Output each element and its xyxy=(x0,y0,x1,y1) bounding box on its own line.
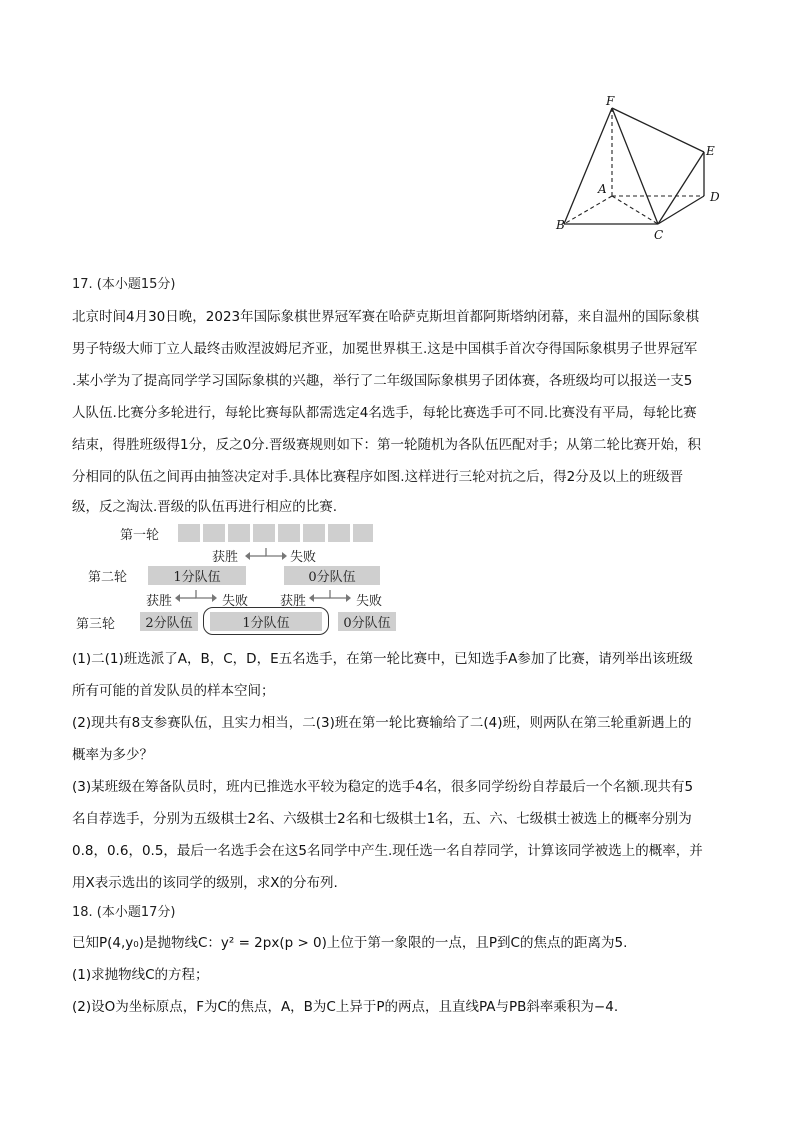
round2-left-split-arrow xyxy=(174,590,220,606)
round2-right-split-arrow xyxy=(308,590,354,606)
q17-para-line: 人队伍.比赛分多轮进行，每轮比赛每队都需选定4名选手，每轮比赛选手可不同.比赛没有平局，每轮比赛 xyxy=(72,405,697,421)
q17-part3-line2: 名自荐选手，分别为五级棋士2名、六级棋士2名和七级棋士1名，五、六、七级棋士被选上的概率分别为 xyxy=(72,811,692,827)
vertex-label-e: E xyxy=(706,144,715,158)
team-slot xyxy=(278,524,300,542)
q17-para-line: 分相同的队伍之间再由抽签决定对手.具体比赛程序如图.这样进行三轮对抗之后，得2分及以上的班级晋 xyxy=(72,469,684,485)
q17-part2-line2: 概率为多少？ xyxy=(72,747,153,763)
geometry-figure xyxy=(550,96,730,246)
round2-left-win-label: 获胜 xyxy=(146,594,173,609)
q18-line1: 已知P(4,y₀)是抛物线C：y² = 2px(p > 0)上位于第一象限的一点，且P到C的焦点的距离为5. xyxy=(72,935,628,951)
q18-heading: 18. (本小题17分) xyxy=(72,905,176,920)
q17-part3-line3: 0.8，0.6，0.5，最后一名选手会在这5名同学中产生.现任选一名自荐同学，计算该同学被选上的概率，并 xyxy=(72,843,703,859)
team-slot xyxy=(303,524,325,542)
q17-para-line: 级，反之淘汰.晋级的队伍再进行相应的比赛. xyxy=(72,499,338,515)
round2-zero-point-group: 0分队伍 xyxy=(284,566,380,585)
round3-zero-point-group: 0分队伍 xyxy=(338,612,396,631)
q17-part1-line2: 所有可能的首发队员的样本空间； xyxy=(72,683,275,699)
vertex-label-c: C xyxy=(654,228,664,242)
q17-part3-line1: (3)某班级在筹备队员时，班内已推选水平较为稳定的选手4名，很多同学纷纷自荐最后一个名额.现共有5 xyxy=(72,779,694,795)
team-slot xyxy=(178,524,200,542)
team-slot xyxy=(353,524,373,542)
team-slot xyxy=(328,524,350,542)
q17-para-line: .某小学为了提高同学学习国际象棋的兴趣，举行了二年级国际象棋男子团体赛，各班级均可以报送一支5 xyxy=(72,373,693,389)
round2-left-lose-label: 失败 xyxy=(222,594,249,609)
round2-one-point-group: 1分队伍 xyxy=(148,566,246,585)
round2-label: 第二轮 xyxy=(88,570,128,585)
round3-label: 第三轮 xyxy=(76,617,116,632)
team-slot xyxy=(203,524,225,542)
q18-line2: (1)求抛物线C的方程； xyxy=(72,967,209,983)
team-slot xyxy=(228,524,250,542)
q17-para-line: 男子特级大师丁立人最终击败涅波姆尼齐亚，加冕世界棋王.这是中国棋手首次夺得国际象棋男子世界冠军 xyxy=(72,341,698,357)
q17-para-line: 北京时间4月30日晚，2023年国际象棋世界冠军赛在哈萨克斯坦首都阿斯塔纳闭幕，来自温州的国际象棋 xyxy=(72,309,700,325)
round2-right-lose-label: 失败 xyxy=(356,594,383,609)
round1-label: 第一轮 xyxy=(120,528,160,543)
q17-part2-line1: (2)现共有8支参赛队伍，且实力相当，二(3)班在第一轮比赛输给了二(4)班，则两队在第三轮重新遇上的 xyxy=(72,715,692,731)
vertex-label-f: F xyxy=(606,94,615,108)
team-slot xyxy=(253,524,275,542)
q17-para-line: 结束，得胜班级得1分，反之0分.晋级赛规则如下：第一轮随机为各队伍匹配对手；从第二轮比赛开始，积 xyxy=(72,437,701,453)
round3-one-point-group: 1分队伍 xyxy=(210,612,322,631)
round1-win-label: 获胜 xyxy=(212,550,239,565)
vertex-label-a: A xyxy=(598,182,607,196)
q17-part1-line1: (1)二(1)班选派了A，B，C，D，E五名选手，在第一轮比赛中，已知选手A参加了比赛，请列举出该班级 xyxy=(72,651,693,667)
round1-split-arrow xyxy=(244,548,288,564)
vertex-label-d: D xyxy=(710,190,720,204)
vertex-label-b: B xyxy=(556,218,565,232)
q18-line3: (2)设O为坐标原点，F为C的焦点，A，B为C上异于P的两点，且直线PA与PB斜率乘积为−4. xyxy=(72,999,619,1015)
round3-two-point-group: 2分队伍 xyxy=(140,612,198,631)
q17-part3-line4: 用X表示选出的该同学的级别，求X的分布列. xyxy=(72,875,338,891)
round2-right-win-label: 获胜 xyxy=(280,594,307,609)
tournament-diagram xyxy=(0,520,794,640)
round1-lose-label: 失败 xyxy=(290,550,317,565)
q17-heading: 17. (本小题15分) xyxy=(72,277,176,292)
pyramid-drawing xyxy=(550,96,730,246)
